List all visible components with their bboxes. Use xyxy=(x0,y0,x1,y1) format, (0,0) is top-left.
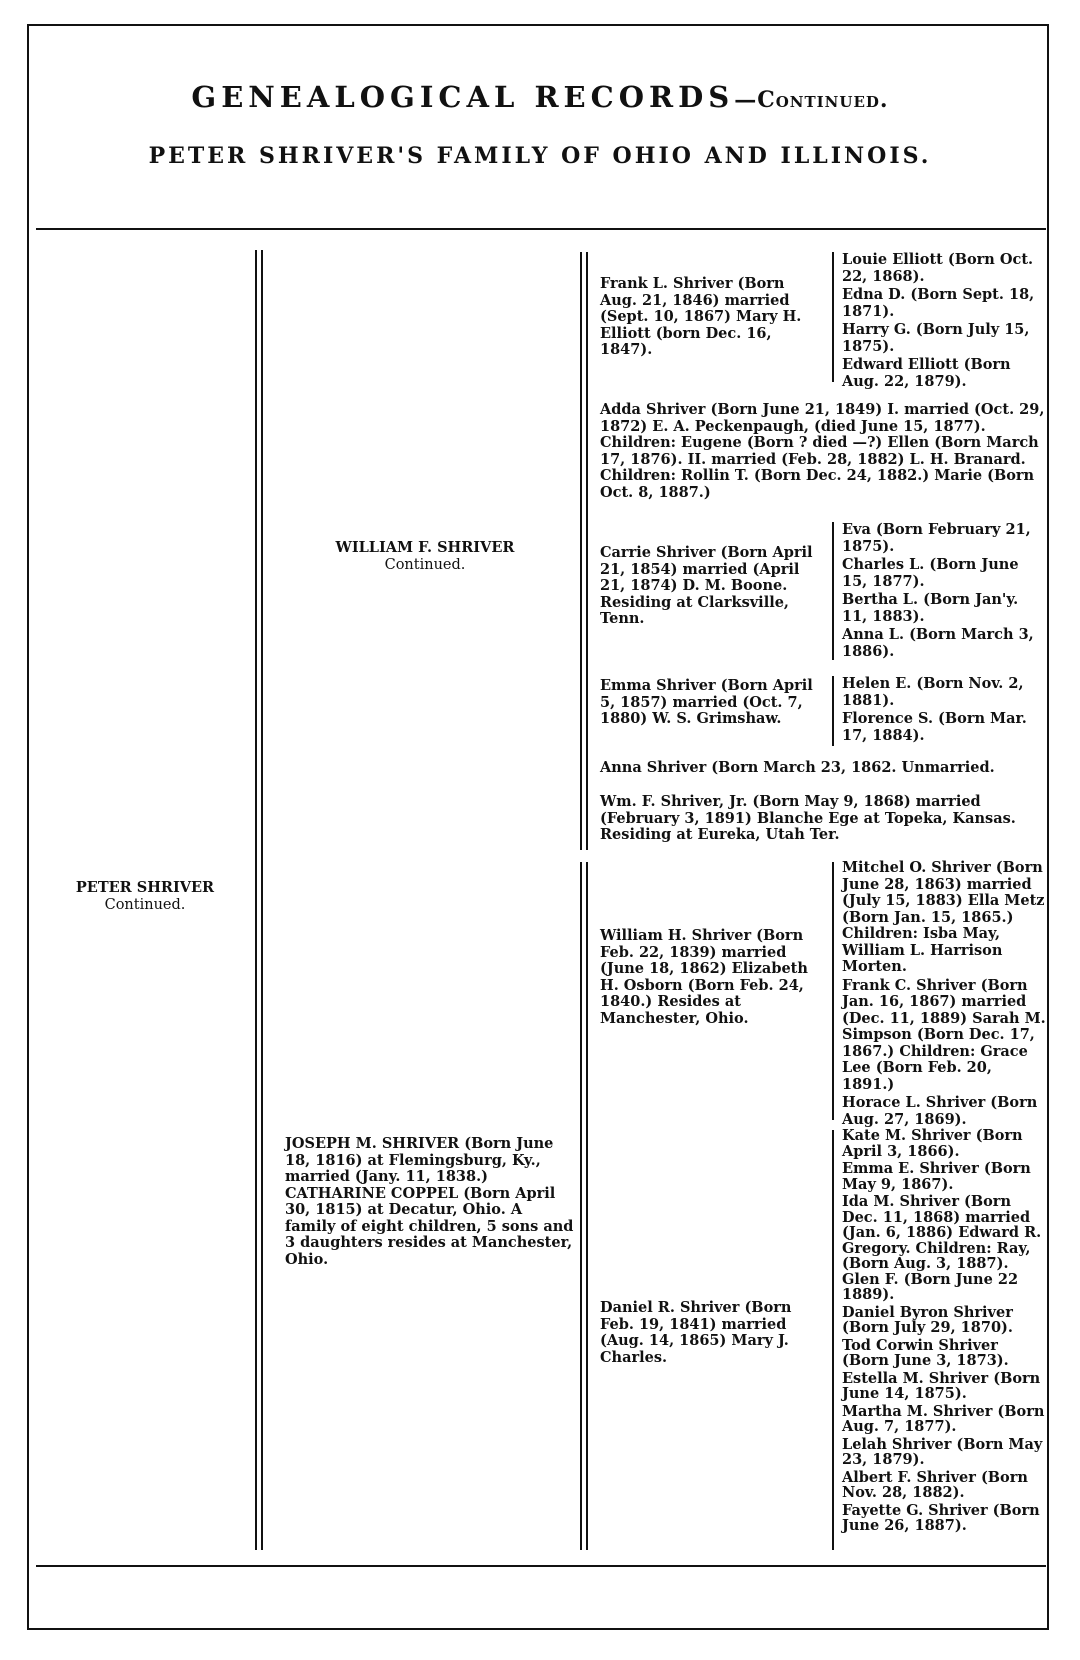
daniel-children xyxy=(842,1128,1047,1536)
child-entry: Emma E. Shriver (Born May 9, 1867). xyxy=(842,1160,1031,1193)
child-entry: Kate M. Shriver (Born April 3, 1866). xyxy=(842,1127,1023,1160)
child-entry: Anna L. (Born March 3, 1886). xyxy=(842,626,1034,660)
child-entry: Edna D. (Born Sept. 18, 1871). xyxy=(842,286,1035,320)
child-entry: Louie Elliott (Born Oct. 22, 1868). xyxy=(842,251,1034,285)
root-note: Continued. xyxy=(104,896,186,913)
child-entry: Mitchel O. Shriver (Born June 28, 1863) married (July 15, 1883) Ella Metz (Born Jan. 15, 1865.) Children: Isba May, William L. Harrison Morten. xyxy=(842,859,1045,975)
child-entry: Lelah Shriver (Born May 23, 1879). xyxy=(842,1435,1043,1468)
child-entry: Florence S. (Born Mar. 17, 1884). xyxy=(842,710,1027,744)
root-entry xyxy=(45,880,245,913)
child-entry: Edward Elliott (Born Aug. 22, 1879). xyxy=(842,356,1011,390)
child-entry: Albert F. Shriver (Born Nov. 28, 1882). xyxy=(842,1468,1028,1501)
child-entry: Daniel Byron Shriver (Born July 29, 1870). xyxy=(842,1303,1013,1336)
page-title: GENEALOGICAL RECORDS—Continued. xyxy=(191,80,889,114)
child-entry: Martha M. Shriver (Born Aug. 7, 1877). xyxy=(842,1402,1045,1435)
william-entry xyxy=(290,540,560,573)
carrie-brace xyxy=(832,522,834,660)
child-entry: Harry G. (Born July 15, 1875). xyxy=(842,321,1030,355)
root-brace xyxy=(255,250,257,1550)
frank-brace xyxy=(832,252,834,382)
top-rule xyxy=(36,228,1046,230)
child-entry: Eva (Born February 21, 1875). xyxy=(842,521,1031,555)
frank-children xyxy=(842,252,1047,392)
child-entry: Charles L. (Born June 15, 1877). xyxy=(842,556,1019,590)
child-entry: Bertha L. (Born Jan'y. 11, 1883). xyxy=(842,591,1019,625)
child-entry: Horace L. Shriver (Born Aug. 27, 1869). xyxy=(842,1094,1038,1128)
frank-entry: Frank L. Shriver (Born Aug. 21, 1846) married (Sept. 10, 1867) Mary H. Elliott (born Dec. 16, 1847). xyxy=(600,275,802,358)
william-brace xyxy=(580,252,582,850)
joseph-entry: JOSEPH M. SHRIVER (Born June 18, 1816) at Flemingsburg, Ky., married (Jany. 11, 1838.) CATHARINE COPPEL (Born April 30, 1815) at Decatur, Ohio. A family of eight children, 5 sons and 3 daughters resides at Manchester, Ohio. xyxy=(285,1135,574,1268)
emma-brace xyxy=(832,676,834,746)
page-subtitle: PETER SHRIVER'S FAMILY OF OHIO AND ILLINOIS. xyxy=(148,143,932,169)
emma-children xyxy=(842,676,1047,746)
child-entry: Tod Corwin Shriver (Born June 3, 1873). xyxy=(842,1336,1009,1369)
william-note: Continued. xyxy=(384,556,466,573)
william-h-brace xyxy=(832,862,834,1120)
child-entry: Frank C. Shriver (Born Jan. 16, 1867) married (Dec. 11, 1889) Sarah M. Simpson (Born Dec. 17, 1867.) Children: Grace Lee (Born Feb. 20, 1891.) xyxy=(842,976,1046,1093)
carrie-children xyxy=(842,522,1047,662)
child-entry: Estella M. Shriver (Born June 14, 1875). xyxy=(842,1369,1041,1402)
carrie-entry: Carrie Shriver (Born April 21, 1854) married (April 21, 1874) D. M. Boone. Residing at Clarksville, Tenn. xyxy=(600,544,813,627)
william-name: WILLIAM F. SHRIVER xyxy=(335,539,515,556)
wm-jr-entry: Wm. F. Shriver, Jr. (Born May 9, 1868) married (February 3, 1891) Blanche Ege at Topeka, Kansas. Residing at Eureka, Utah Ter. xyxy=(600,793,1016,843)
william-h-children xyxy=(842,860,1047,1130)
emma-entry: Emma Shriver (Born April 5, 1857) married (Oct. 7, 1880) W. S. Grimshaw. xyxy=(600,677,813,727)
william-h-entry: William H. Shriver (Born Feb. 22, 1839) married (June 18, 1862) Elizabeth H. Osborn (Born Feb. 24, 1840.) Resides at Manchester, Ohio. xyxy=(600,927,808,1027)
adda-entry: Adda Shriver (Born June 21, 1849) I. married (Oct. 29, 1872) E. A. Peckenpaugh, (died June 15, 1877). Children: Eugene (Born ? died —?) Ellen (Born March 17, 1876). II. married (Feb. 28, 1882) L. H. Branard. Children: Rollin T. (Born Dec. 24, 1882.) Marie (Born Oct. 8, 1887.) xyxy=(600,401,1045,501)
root-name: PETER SHRIVER xyxy=(75,879,215,896)
child-entry: Fayette G. Shriver (Born June 26, 1887). xyxy=(842,1501,1040,1534)
child-entry: Helen E. (Born Nov. 2, 1881). xyxy=(842,675,1024,709)
bottom-rule xyxy=(36,1565,1046,1567)
joseph-brace xyxy=(580,862,582,1550)
child-entry: Ida M. Shriver (Born Dec. 11, 1868) married (Jan. 6, 1886) Edward R. Gregory. Children: Ray, (Born Aug. 3, 1887). Glen F. (Born June 22 1889). xyxy=(842,1193,1042,1303)
anna-entry: Anna Shriver (Born March 23, 1862. Unmarried. xyxy=(600,759,995,776)
daniel-brace xyxy=(832,1130,834,1550)
daniel-entry: Daniel R. Shriver (Born Feb. 19, 1841) married (Aug. 14, 1865) Mary J. Charles. xyxy=(600,1299,792,1366)
